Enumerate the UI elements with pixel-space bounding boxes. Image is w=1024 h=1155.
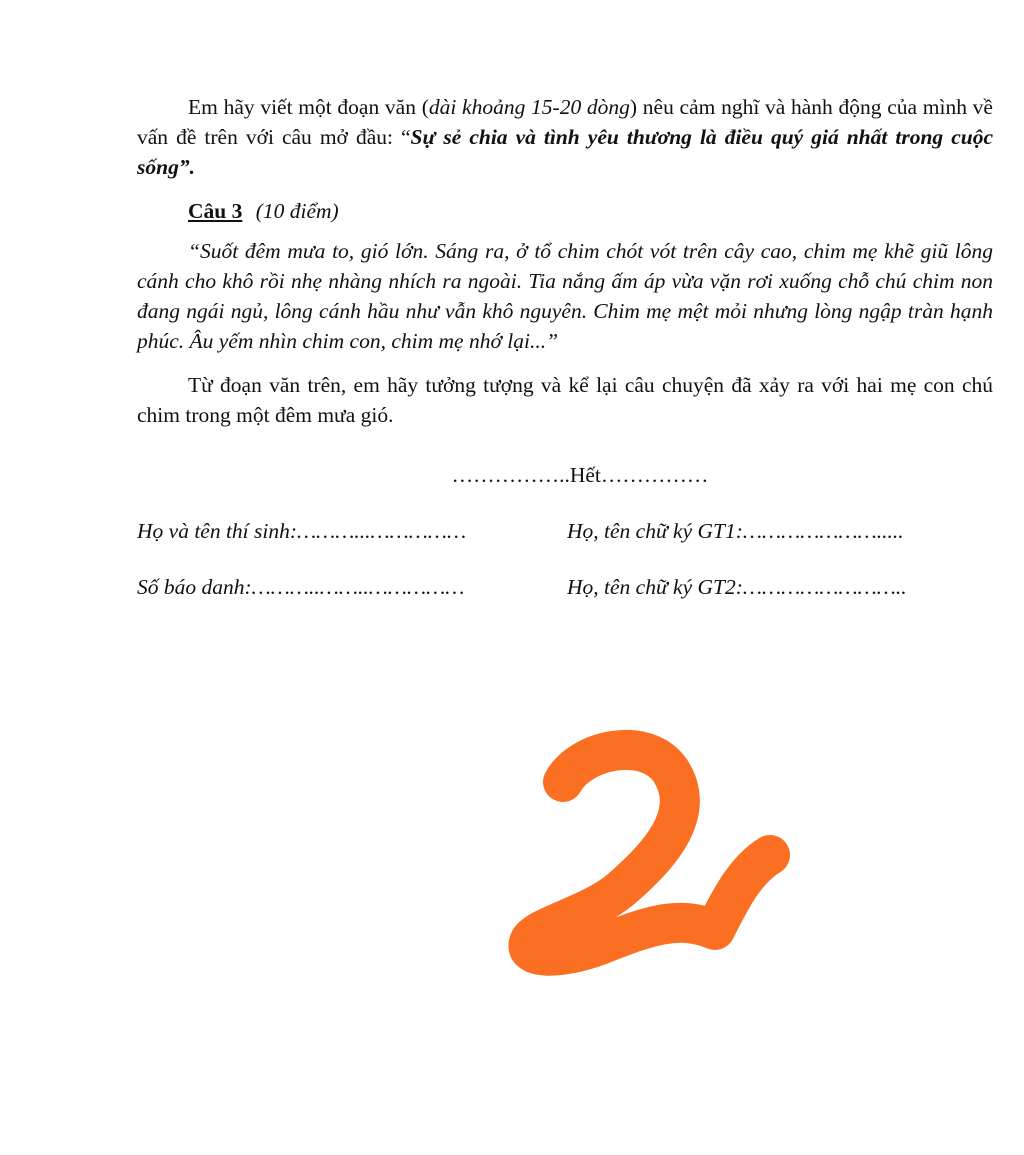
instruction-lead: Em hãy viết một đoạn văn ( — [188, 95, 429, 119]
question-points: (10 điểm) — [255, 199, 339, 223]
instruction-middle: ) nêu cảm nghĩ và hành động của mình về vấn đề trên với câu mở đầu: “ — [137, 95, 993, 149]
task-paragraph: Từ đoạn văn trên, em hãy tưởng tượng và kể lại câu chuyện đã xảy ra với hai mẹ con chú chim trong một đêm mưa gió. — [137, 373, 993, 427]
handwritten-2-icon — [480, 720, 820, 1010]
instruction-paragraph — [137, 92, 993, 182]
exam-page — [137, 92, 993, 602]
candidate-name-label: Họ và tên thí sinh:………...…………… — [137, 519, 467, 543]
invigilator-1-label: Họ, tên chữ ký GT1:…………………..... — [567, 519, 904, 543]
quoted-passage: “Suốt đêm mưa to, gió lớn. Sáng ra, ở tổ chim chót vót trên cây cao, chim mẹ khẽ giũ lông cánh cho khô rồi nhẹ nhàng nhích ra ngoài. Tia nắng ấm áp vừa vặn rơi xuống chỗ chú chim non đang ngái ngủ, lông cánh hầu như vẫn khô nguyên. Chim mẹ mệt mỏi nhưng lòng ngập tràn hạnh phúc. Âu yếm nhìn chim con, chim mẹ nhớ lại...” — [137, 239, 993, 353]
question-label: Câu 3 — [188, 199, 243, 223]
instruction-tail: ”. — [178, 155, 195, 179]
candidate-id-label: Số báo danh:………..……..…………… — [137, 575, 465, 599]
invigilator-2-label: Họ, tên chữ ký GT2:…………………….. — [567, 575, 907, 599]
end-marker: ……………..Hết…………… — [451, 463, 709, 487]
question-heading — [137, 196, 993, 226]
signature-row-1 — [137, 516, 993, 546]
instruction-length-note: dài khoảng 15-20 dòng — [428, 95, 630, 119]
opening-sentence: Sự sẻ chia và tình yêu thương là điều quý giá nhất trong cuộc sống — [137, 125, 993, 179]
signature-row-2 — [137, 572, 993, 602]
